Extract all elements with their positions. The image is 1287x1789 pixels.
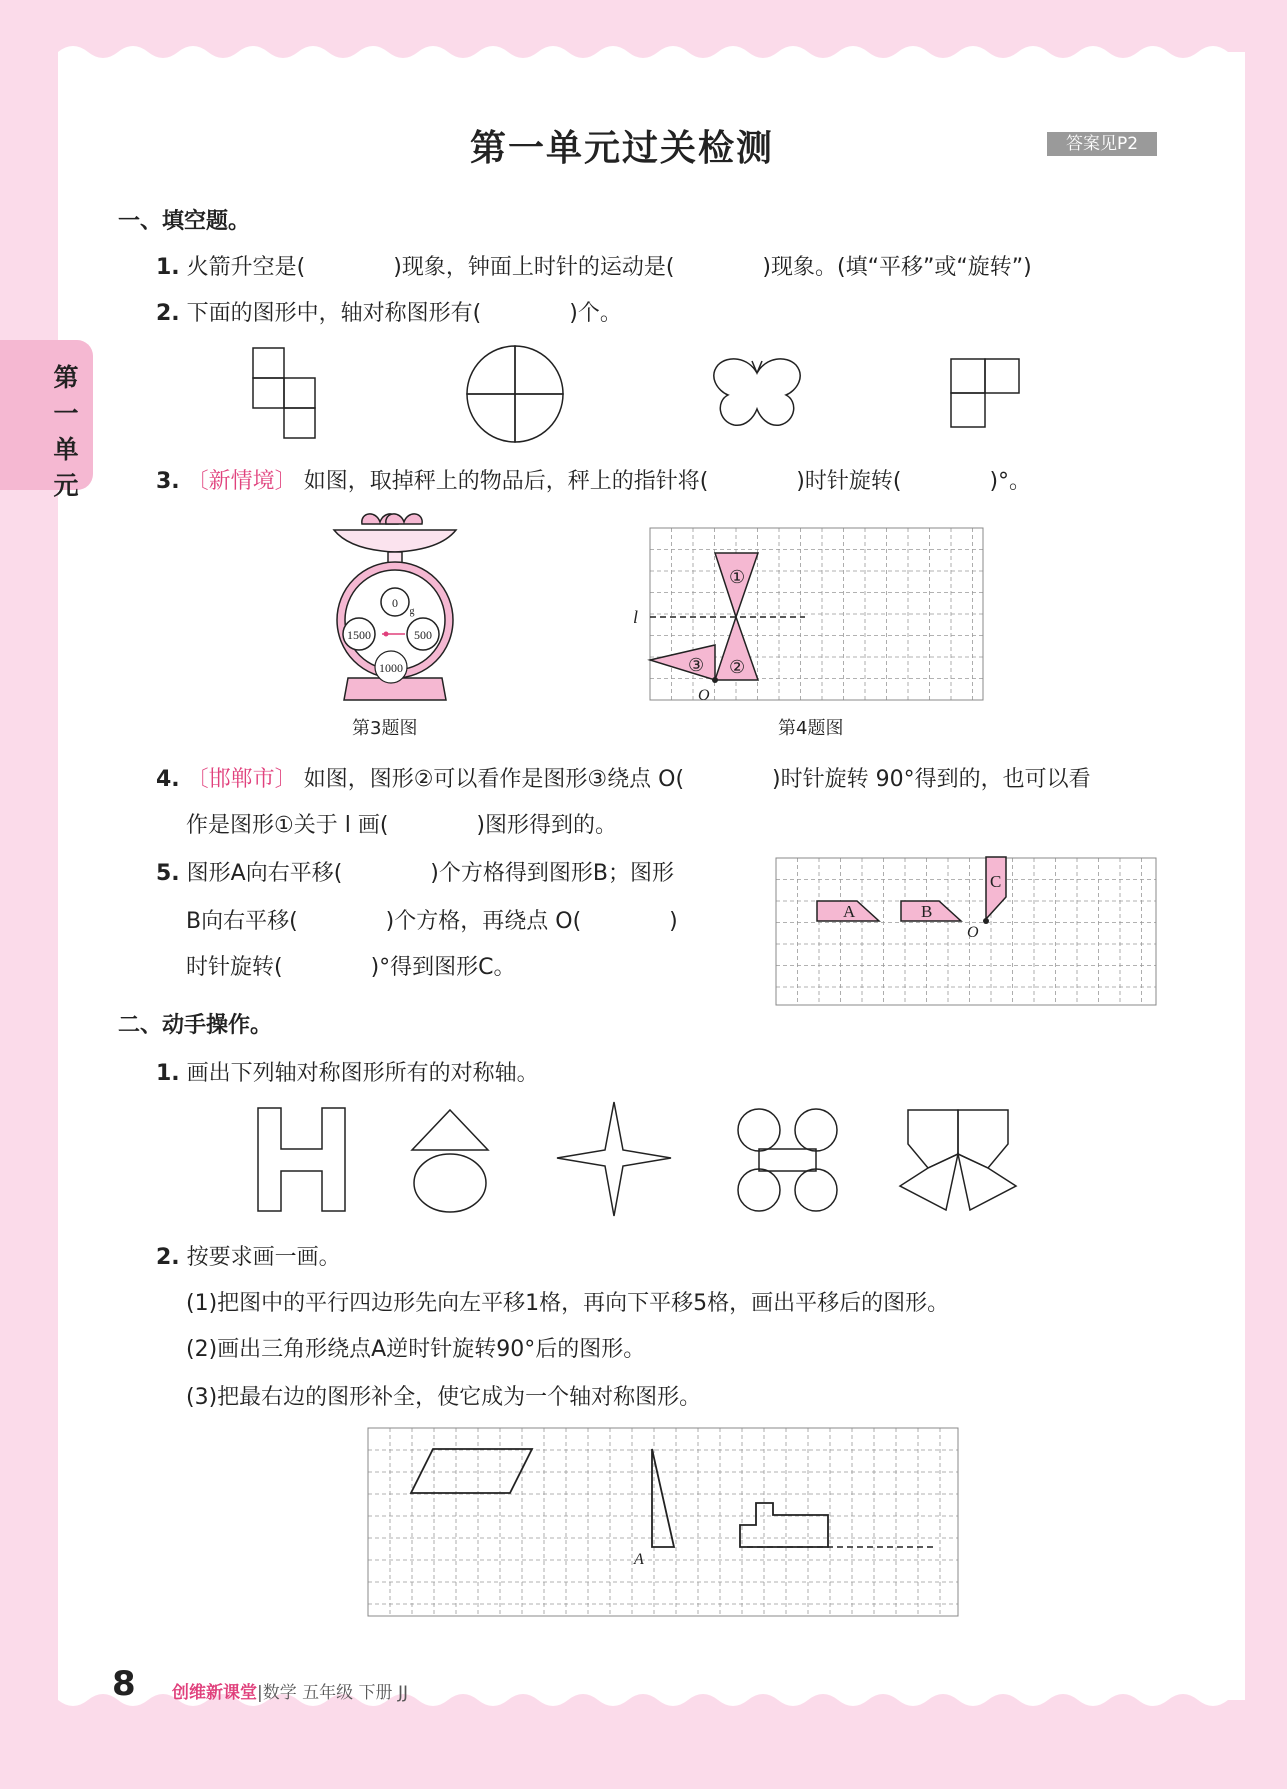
question-number: 2. <box>156 1245 180 1270</box>
context-tag: 〔邯郸市〕 <box>186 767 297 792</box>
butterfly-figure <box>710 355 805 433</box>
question-1-5-line3: 时针旋转( )°得到图形C。 <box>186 955 516 980</box>
scale-label-1500: 1500 <box>347 628 371 642</box>
question-1-2 <box>156 296 622 327</box>
question-1-5 <box>156 856 674 887</box>
question-number: 3. <box>156 469 180 494</box>
section-2-heading: 二、动手操作。 <box>118 1013 273 1038</box>
l-squares-figure <box>948 356 1024 432</box>
four-circles-figure <box>735 1106 840 1214</box>
question-text: 下面的图形中，轴对称图形有( )个。 <box>186 301 622 326</box>
scale-label-unit: g <box>409 606 415 617</box>
fig5-label-a: A <box>843 902 856 921</box>
scale-label-500: 500 <box>414 628 432 642</box>
question-1-1 <box>156 250 1032 281</box>
fig4-label-3: ③ <box>688 655 705 675</box>
question-1-3 <box>156 464 1031 495</box>
question-number: 1. <box>156 255 180 280</box>
answer-reference-badge: 答案见P2 <box>1047 132 1157 156</box>
figure-3-caption: 第3题图 <box>352 718 418 739</box>
question-2-2-sub3: (3)把最右边的图形补全，使它成为一个轴对称图形。 <box>186 1385 702 1410</box>
scale-label-1000: 1000 <box>379 661 403 675</box>
kitchen-scale-figure <box>330 510 460 706</box>
question-text: 如图，图形②可以看作是图形③绕点 O( )时针旋转 90°得到的，也可以看 <box>303 767 1091 792</box>
page-number: 8 <box>112 1664 136 1704</box>
question-1-4-continued: 作是图形①关于 l 画( )图形得到的。 <box>186 813 617 838</box>
question-text: 火箭升空是( )现象，钟面上时针的运动是( )现象。(填“平移”或“旋转”) <box>186 255 1032 280</box>
fig5-label-b: B <box>921 902 933 921</box>
context-tag: 〔新情境〕 <box>186 469 297 494</box>
question-text: 画出下列轴对称图形所有的对称轴。 <box>186 1061 539 1086</box>
four-point-star-figure <box>555 1100 673 1220</box>
unit-side-tab <box>0 340 93 500</box>
squares-step-figure <box>250 345 320 441</box>
question-number: 2. <box>156 301 180 326</box>
question-number: 4. <box>156 767 180 792</box>
point-a-label: A <box>634 1551 644 1568</box>
footer-brand <box>172 1678 408 1703</box>
question-1-4 <box>156 762 1091 793</box>
question-number: 1. <box>156 1061 180 1086</box>
fig4-label-1: ① <box>729 567 746 587</box>
fig4-point-o: O <box>698 687 710 704</box>
figure-4-grid <box>630 525 985 705</box>
drawing-grid <box>367 1427 959 1617</box>
book-info: |数学 五年级 下册 JJ <box>257 1683 408 1703</box>
pinwheel-figure <box>460 340 570 448</box>
question-text: 如图，取掉秤上的物品后，秤上的指针将( )时针旋转( )°。 <box>303 469 1032 494</box>
question-2-2-sub1: (1)把图中的平行四边形先向左平移1格，再向下平移5格，画出平移后的图形。 <box>186 1291 950 1316</box>
question-2-1 <box>156 1056 539 1087</box>
question-2-2 <box>156 1240 341 1271</box>
fig5-label-c: C <box>990 872 1002 891</box>
fig4-axis-l: l <box>633 607 639 627</box>
question-2-2-sub2: (2)画出三角形绕点A逆时针旋转90°后的图形。 <box>186 1337 646 1362</box>
figure-5-grid <box>775 857 1157 1007</box>
fig4-label-2: ② <box>729 657 746 677</box>
unit-side-tab-label: 第一单元 <box>53 363 79 500</box>
figure-4-caption: 第4题图 <box>778 718 844 739</box>
page-title: 第一单元过关检测 <box>470 128 775 169</box>
question-text: 图形A向右平移( )个方格得到图形B；图形 <box>186 861 674 886</box>
fig5-point-o: O <box>967 924 979 941</box>
brand-name: 创维新课堂 <box>172 1683 257 1703</box>
question-number: 5. <box>156 861 180 886</box>
scale-label-0: 0 <box>392 596 398 610</box>
question-1-5-line2: B向右平移( )个方格，再绕点 O( ) <box>186 909 678 934</box>
question-text: 按要求画一画。 <box>186 1245 341 1270</box>
pentagon-diamonds-figure <box>898 1106 1018 1214</box>
triangle-circle-figure <box>408 1108 492 1214</box>
section-1-heading: 一、填空题。 <box>118 209 251 234</box>
letter-h-figure <box>255 1105 350 1215</box>
